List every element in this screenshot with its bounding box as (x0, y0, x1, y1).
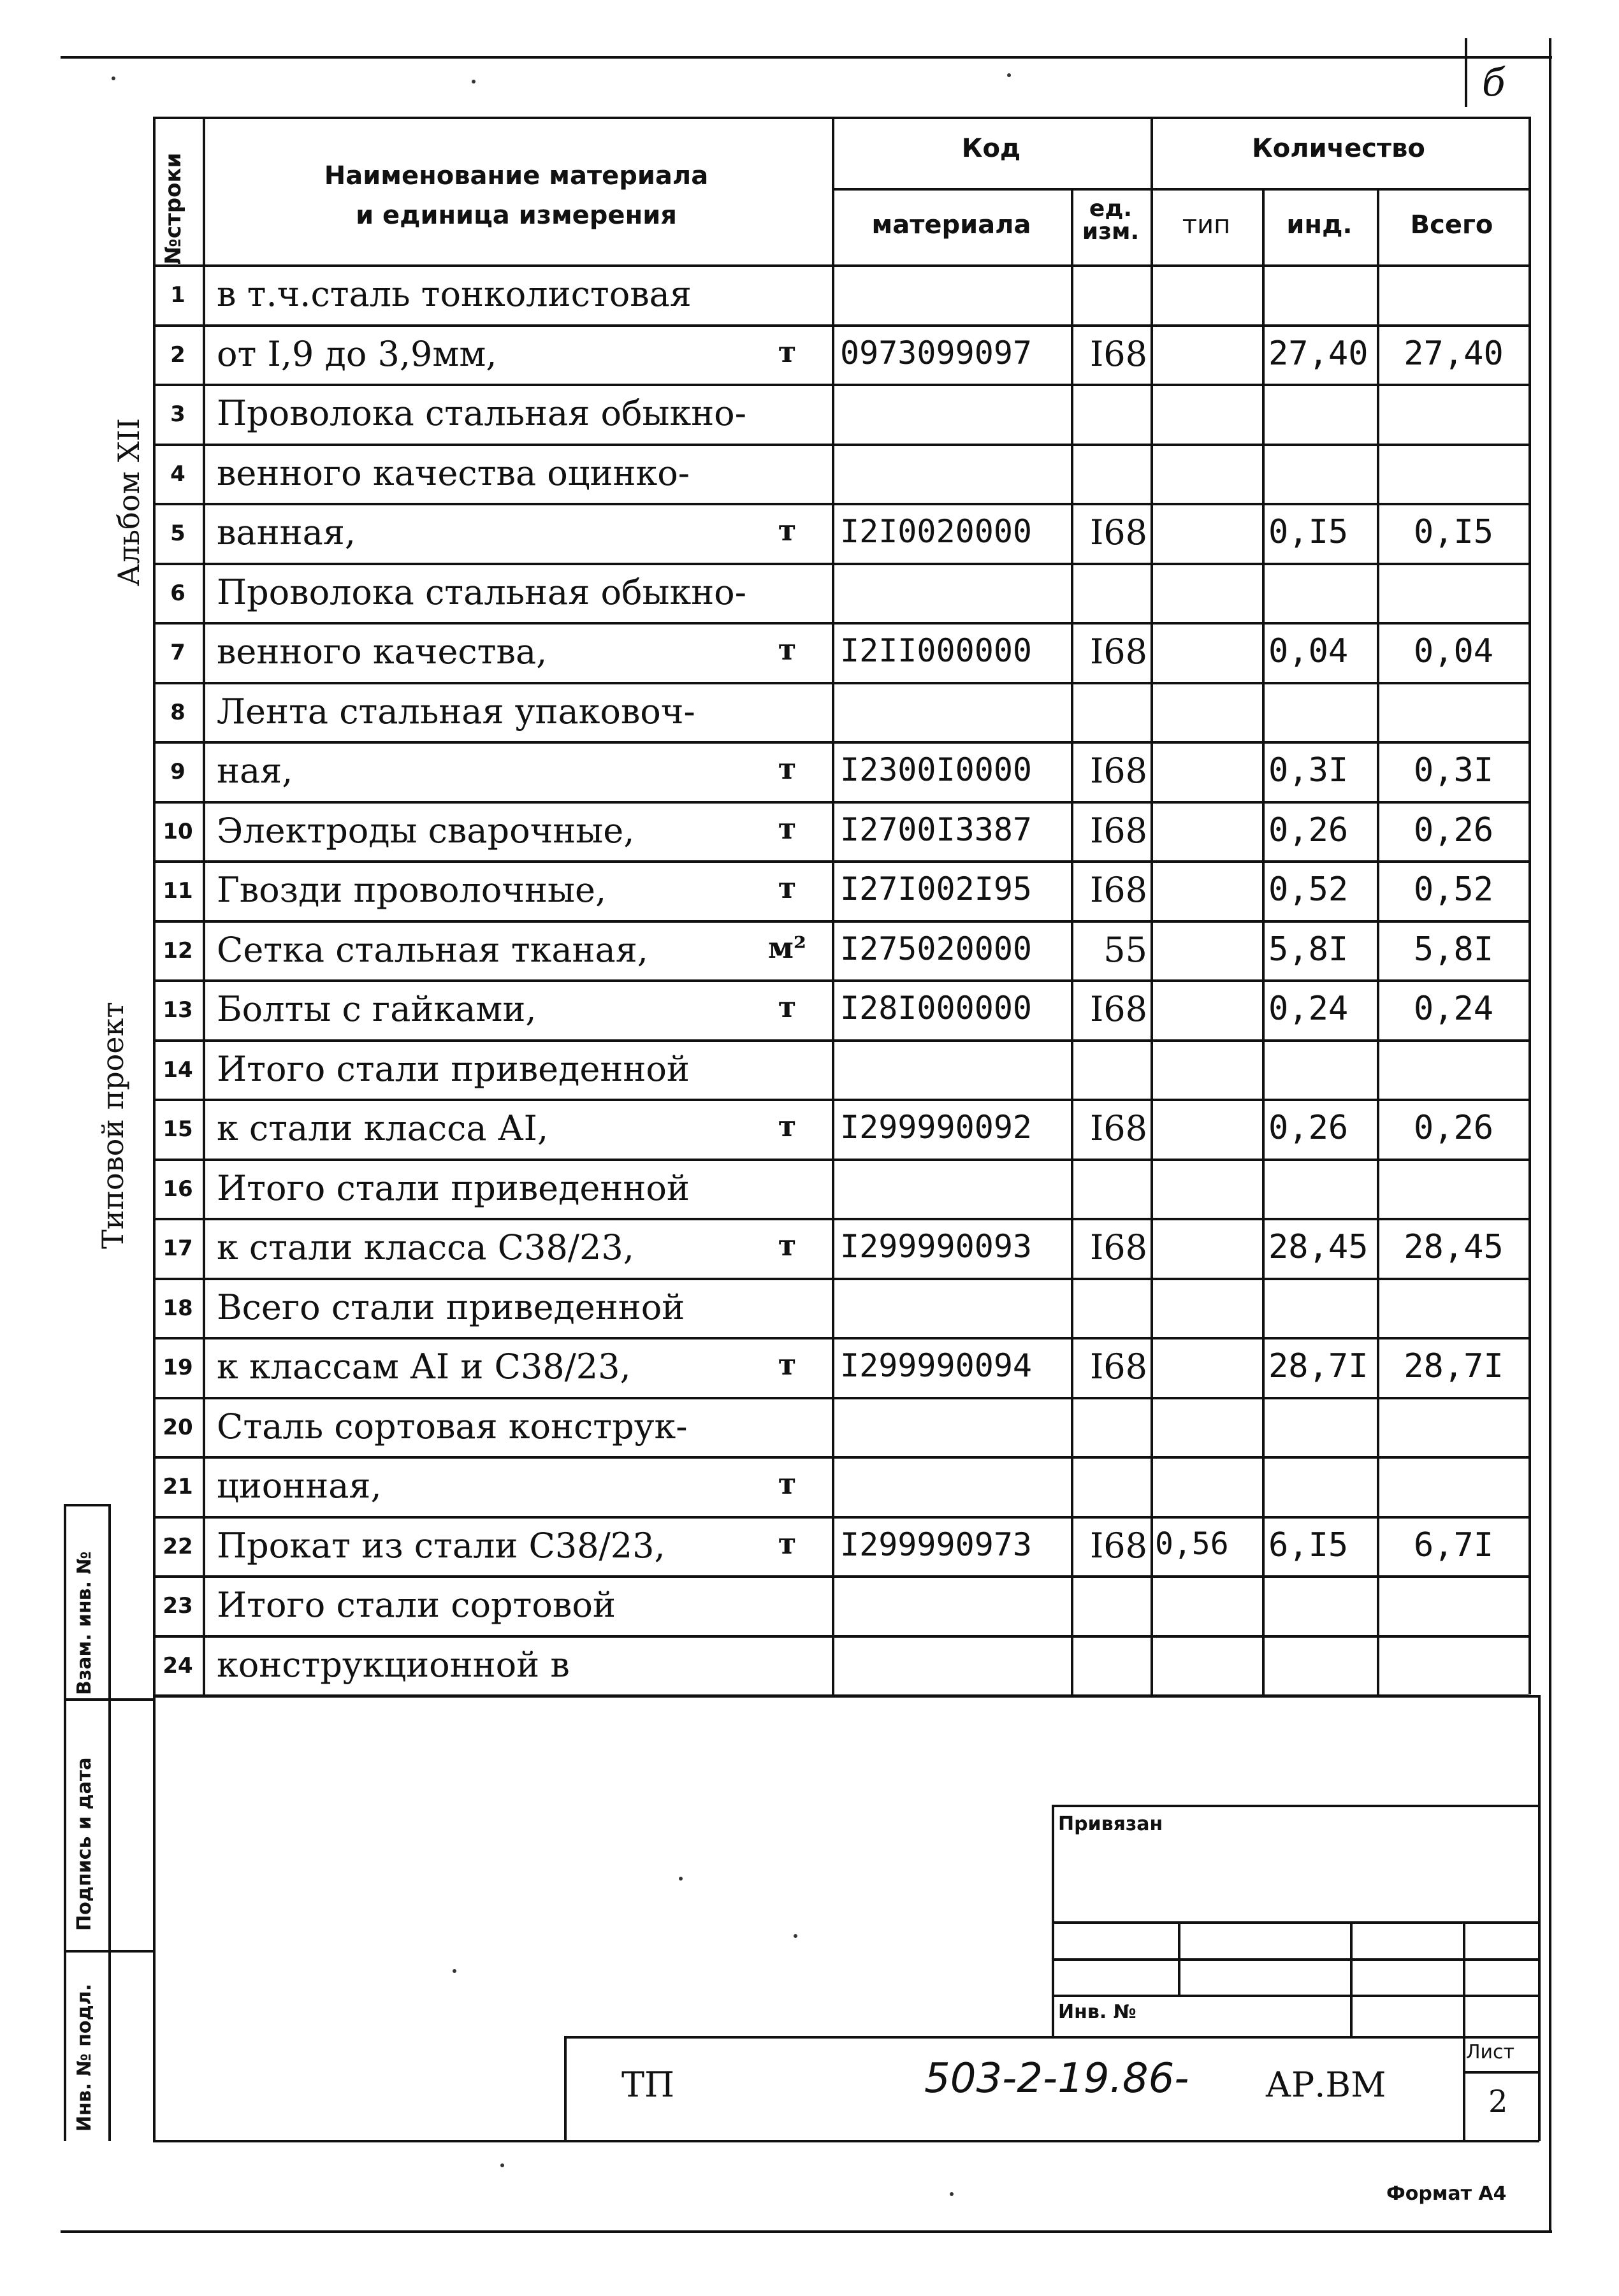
material-name: Всего стали приведенной (217, 1287, 685, 1327)
qty-ind: 0,I5 (1268, 513, 1349, 551)
row-number: 21 (163, 1474, 193, 1499)
qty-ind: 0,26 (1268, 1109, 1349, 1147)
qty-ind: 0,3I (1268, 751, 1349, 790)
designation: 503-2-19.86- (924, 2055, 1189, 2102)
row-number: 12 (163, 937, 193, 964)
qty-total: 5,8I (1413, 930, 1494, 969)
unit-code: I68 (1089, 333, 1147, 374)
material-code: I299990094 (840, 1347, 1033, 1384)
stamp-vzam-inv: Взам. инв. № (73, 1551, 96, 1695)
privyazan-row-3 (1052, 1995, 1539, 1997)
material-unit: т (778, 870, 797, 905)
unit-code: I68 (1089, 751, 1147, 791)
qty-ind: 0,04 (1268, 632, 1349, 670)
unit-code: I68 (1089, 989, 1147, 1029)
col-ind-divider (1377, 188, 1379, 1694)
row-line (153, 324, 1528, 327)
row-line (153, 444, 1528, 446)
material-name: в т.ч.сталь тонколистовая (217, 274, 692, 314)
sheet-label-line (1463, 2071, 1539, 2074)
header-code-material: материала (871, 210, 1031, 240)
row-line (153, 741, 1528, 744)
privyazan-row-1 (1052, 1921, 1539, 1924)
material-name: Проволока стальная обыкно- (217, 393, 746, 433)
material-unit: т (778, 990, 797, 1024)
scan-speck (500, 2163, 504, 2167)
material-name: Итого стали приведенной (217, 1167, 690, 1208)
material-unit: т (778, 1347, 797, 1382)
row-number: 4 (170, 461, 185, 487)
header-row-number: №строки (161, 152, 186, 264)
row-line (153, 563, 1528, 565)
title-right-line (1538, 1695, 1541, 2141)
header-quantity: Количество (1252, 134, 1425, 163)
unit-code: I68 (1089, 870, 1147, 910)
scan-speck (453, 1969, 456, 1973)
row-number: 8 (170, 699, 185, 725)
row-line (153, 801, 1528, 804)
unit-code: I68 (1089, 512, 1147, 552)
section-code: АР.ВМ (1265, 2065, 1386, 2105)
material-code: 0973099097 (840, 334, 1033, 372)
row-line (153, 682, 1528, 684)
material-unit: т (778, 1109, 797, 1143)
col-unit-divider (1071, 188, 1073, 1694)
row-number: 24 (163, 1652, 193, 1679)
header-qty-total: Всего (1410, 210, 1493, 240)
title-inner-left (564, 2036, 567, 2141)
row-number: 23 (163, 1593, 193, 1619)
material-name: к стали класса С38/23, (217, 1227, 634, 1267)
stamp-podpis-data: Подпись и дата (73, 1757, 96, 1931)
qty-total: 0,04 (1413, 632, 1494, 670)
unit-code: 55 (1103, 929, 1147, 970)
row-number: 19 (163, 1355, 193, 1380)
stamp-inv-podl: Инв. № подл. (73, 1983, 96, 2132)
privyazan-top (1052, 1805, 1539, 1807)
row-line (153, 1039, 1528, 1042)
header-mid-line (832, 188, 1528, 191)
material-code: I2700I3387 (840, 811, 1033, 848)
material-unit: т (778, 334, 797, 369)
material-code: I275020000 (840, 930, 1033, 967)
row-line (153, 1099, 1528, 1101)
project-label: Типовой проект (96, 1002, 130, 1249)
sheet-corner-number: б (1482, 61, 1506, 105)
material-unit: т (778, 1526, 797, 1561)
privyazan-col-1 (1178, 1921, 1180, 1996)
scan-speck (1007, 73, 1011, 77)
row-line (153, 1397, 1528, 1399)
material-name: Проволока стальная обыкно- (217, 572, 746, 612)
qty-total: 0,26 (1413, 811, 1494, 849)
material-unit: т (778, 751, 797, 786)
row-line (153, 1635, 1528, 1638)
qty-ind: 27,40 (1268, 334, 1369, 373)
header-code: Код (961, 134, 1021, 163)
row-line (153, 1278, 1528, 1280)
row-number: 7 (170, 640, 185, 665)
row-line (153, 860, 1528, 863)
row-line (153, 503, 1528, 505)
material-unit: т (778, 1466, 797, 1501)
row-number: 11 (163, 878, 193, 904)
row-line (153, 1337, 1528, 1339)
col-code-divider (832, 117, 834, 1694)
privyazan-col-2 (1350, 1921, 1353, 2037)
qty-total: 6,7I (1413, 1526, 1494, 1564)
row-number: 5 (170, 521, 185, 546)
header-name: Наименование материала и единица измерения (324, 161, 709, 230)
row-line (153, 1218, 1528, 1220)
scan-speck (472, 80, 476, 83)
material-name: ная, (217, 751, 293, 791)
sheet-number: 2 (1488, 2084, 1508, 2119)
qty-ind: 28,7I (1268, 1347, 1369, 1385)
table-bottom-line (153, 1695, 1539, 1698)
row-number: 15 (163, 1116, 193, 1142)
material-code: I2300I0000 (840, 751, 1033, 788)
qty-ind: 5,8I (1268, 930, 1349, 969)
qty-total: 0,I5 (1413, 513, 1494, 551)
material-name: Итого стали приведенной (217, 1048, 690, 1089)
unit-code: I68 (1089, 810, 1147, 851)
material-code: I2II000000 (840, 632, 1033, 669)
row-line (153, 979, 1528, 982)
privyazan-row-2 (1052, 1958, 1539, 1961)
row-number: 1 (170, 282, 185, 308)
material-name: к классам АI и С38/23, (217, 1347, 631, 1387)
qty-ind: 0,52 (1268, 870, 1349, 909)
scan-speck (950, 2192, 954, 2196)
row-line (153, 1159, 1528, 1161)
unit-code: I68 (1089, 1347, 1147, 1387)
material-name: конструкционной в (217, 1644, 570, 1685)
row-line (153, 384, 1528, 386)
header-bottom-line (153, 264, 1528, 267)
qty-total: 0,52 (1413, 870, 1494, 909)
material-unit: т (778, 811, 797, 846)
row-number: 14 (163, 1057, 193, 1083)
unit-code: I68 (1089, 1227, 1147, 1267)
material-unit: м² (767, 930, 807, 965)
qty-ind: 0,26 (1268, 811, 1349, 849)
row-number: 20 (163, 1414, 193, 1440)
unit-code: I68 (1089, 1525, 1147, 1566)
unit-code: I68 (1089, 632, 1147, 672)
row-number: 9 (170, 759, 185, 784)
inv-no-label: Инв. № (1058, 2001, 1136, 2023)
material-name: Итого стали сортовой (217, 1585, 616, 1625)
privyazan-label: Привязан (1058, 1813, 1163, 1835)
scan-speck (112, 76, 115, 80)
row-number: 2 (170, 342, 185, 368)
row-number: 6 (170, 580, 185, 606)
tp-label: ТП (621, 2065, 675, 2105)
table-top-border (153, 117, 1528, 119)
material-name: Болты с гайками, (217, 989, 537, 1029)
material-name: Прокат из стали С38/23, (217, 1525, 665, 1566)
row-line (153, 622, 1528, 625)
material-name: к стали класса АI, (217, 1108, 549, 1148)
bottom-border-line (61, 2230, 1552, 2233)
col-rownum-divider (203, 117, 205, 1694)
material-code: I28I000000 (840, 990, 1033, 1027)
material-code: I27I002I95 (840, 870, 1033, 907)
album-label: Альбом XII (112, 418, 146, 586)
material-name: Сетка стальная тканая, (217, 929, 648, 970)
row-number: 16 (163, 1176, 193, 1202)
qty-ind: 6,I5 (1268, 1526, 1349, 1564)
row-number: 18 (163, 1295, 193, 1321)
qty-total: 0,26 (1413, 1109, 1494, 1147)
row-line (153, 1516, 1528, 1519)
row-number: 13 (163, 997, 193, 1023)
scan-speck (794, 1934, 797, 1938)
col-type-divider (1262, 188, 1265, 1694)
qty-type: 0,56 (1155, 1526, 1229, 1562)
qty-total: 0,24 (1413, 990, 1494, 1028)
material-code: I299990092 (840, 1109, 1033, 1146)
material-unit: т (778, 632, 797, 667)
header-qty-type: тип (1182, 210, 1231, 240)
material-name: венного качества оцинко- (217, 452, 690, 493)
material-name: венного качества, (217, 632, 548, 672)
row-number: 22 (163, 1533, 193, 1559)
title-bottom-line (153, 2140, 1539, 2142)
header-qty-ind: инд. (1286, 210, 1353, 240)
material-name: Сталь сортовая конструк- (217, 1406, 688, 1447)
sheet-divider (1463, 2036, 1465, 2141)
material-name: от I,9 до 3,9мм, (217, 333, 497, 374)
scan-speck (679, 1877, 683, 1881)
material-code: I2I0020000 (840, 513, 1033, 550)
row-number: 10 (163, 818, 193, 844)
row-line (153, 1456, 1528, 1459)
unit-code: I68 (1089, 1108, 1147, 1148)
qty-ind: 0,24 (1268, 990, 1349, 1028)
row-line (153, 920, 1528, 923)
privyazan-col-3 (1463, 1921, 1465, 2037)
material-name: ционная, (217, 1466, 382, 1506)
title-left-line (153, 1695, 156, 2141)
material-name: ванная, (217, 512, 356, 552)
title-inner-top (564, 2036, 1539, 2039)
material-name: Лента стальная упаковоч- (217, 691, 695, 732)
material-code: I299990093 (840, 1228, 1033, 1265)
row-number: 17 (163, 1236, 193, 1261)
material-name: Электроды сварочные, (217, 810, 635, 851)
row-number: 3 (170, 401, 185, 427)
material-unit: т (778, 1228, 797, 1262)
qty-total: 0,3I (1413, 751, 1494, 790)
qty-total: 27,40 (1404, 334, 1504, 373)
col-right-border (1528, 117, 1531, 1694)
row-line (153, 1575, 1528, 1578)
material-name: Гвозди проволочные, (217, 870, 607, 910)
material-code: I299990973 (840, 1526, 1033, 1563)
header-code-unit: ед. изм. (1082, 196, 1140, 245)
qty-ind: 28,45 (1268, 1228, 1369, 1266)
qty-total: 28,45 (1404, 1228, 1504, 1266)
format-label: Формат А4 (1386, 2183, 1507, 2205)
material-unit: т (778, 513, 797, 547)
sheet-label: Лист (1466, 2041, 1515, 2063)
qty-total: 28,7I (1404, 1347, 1504, 1385)
